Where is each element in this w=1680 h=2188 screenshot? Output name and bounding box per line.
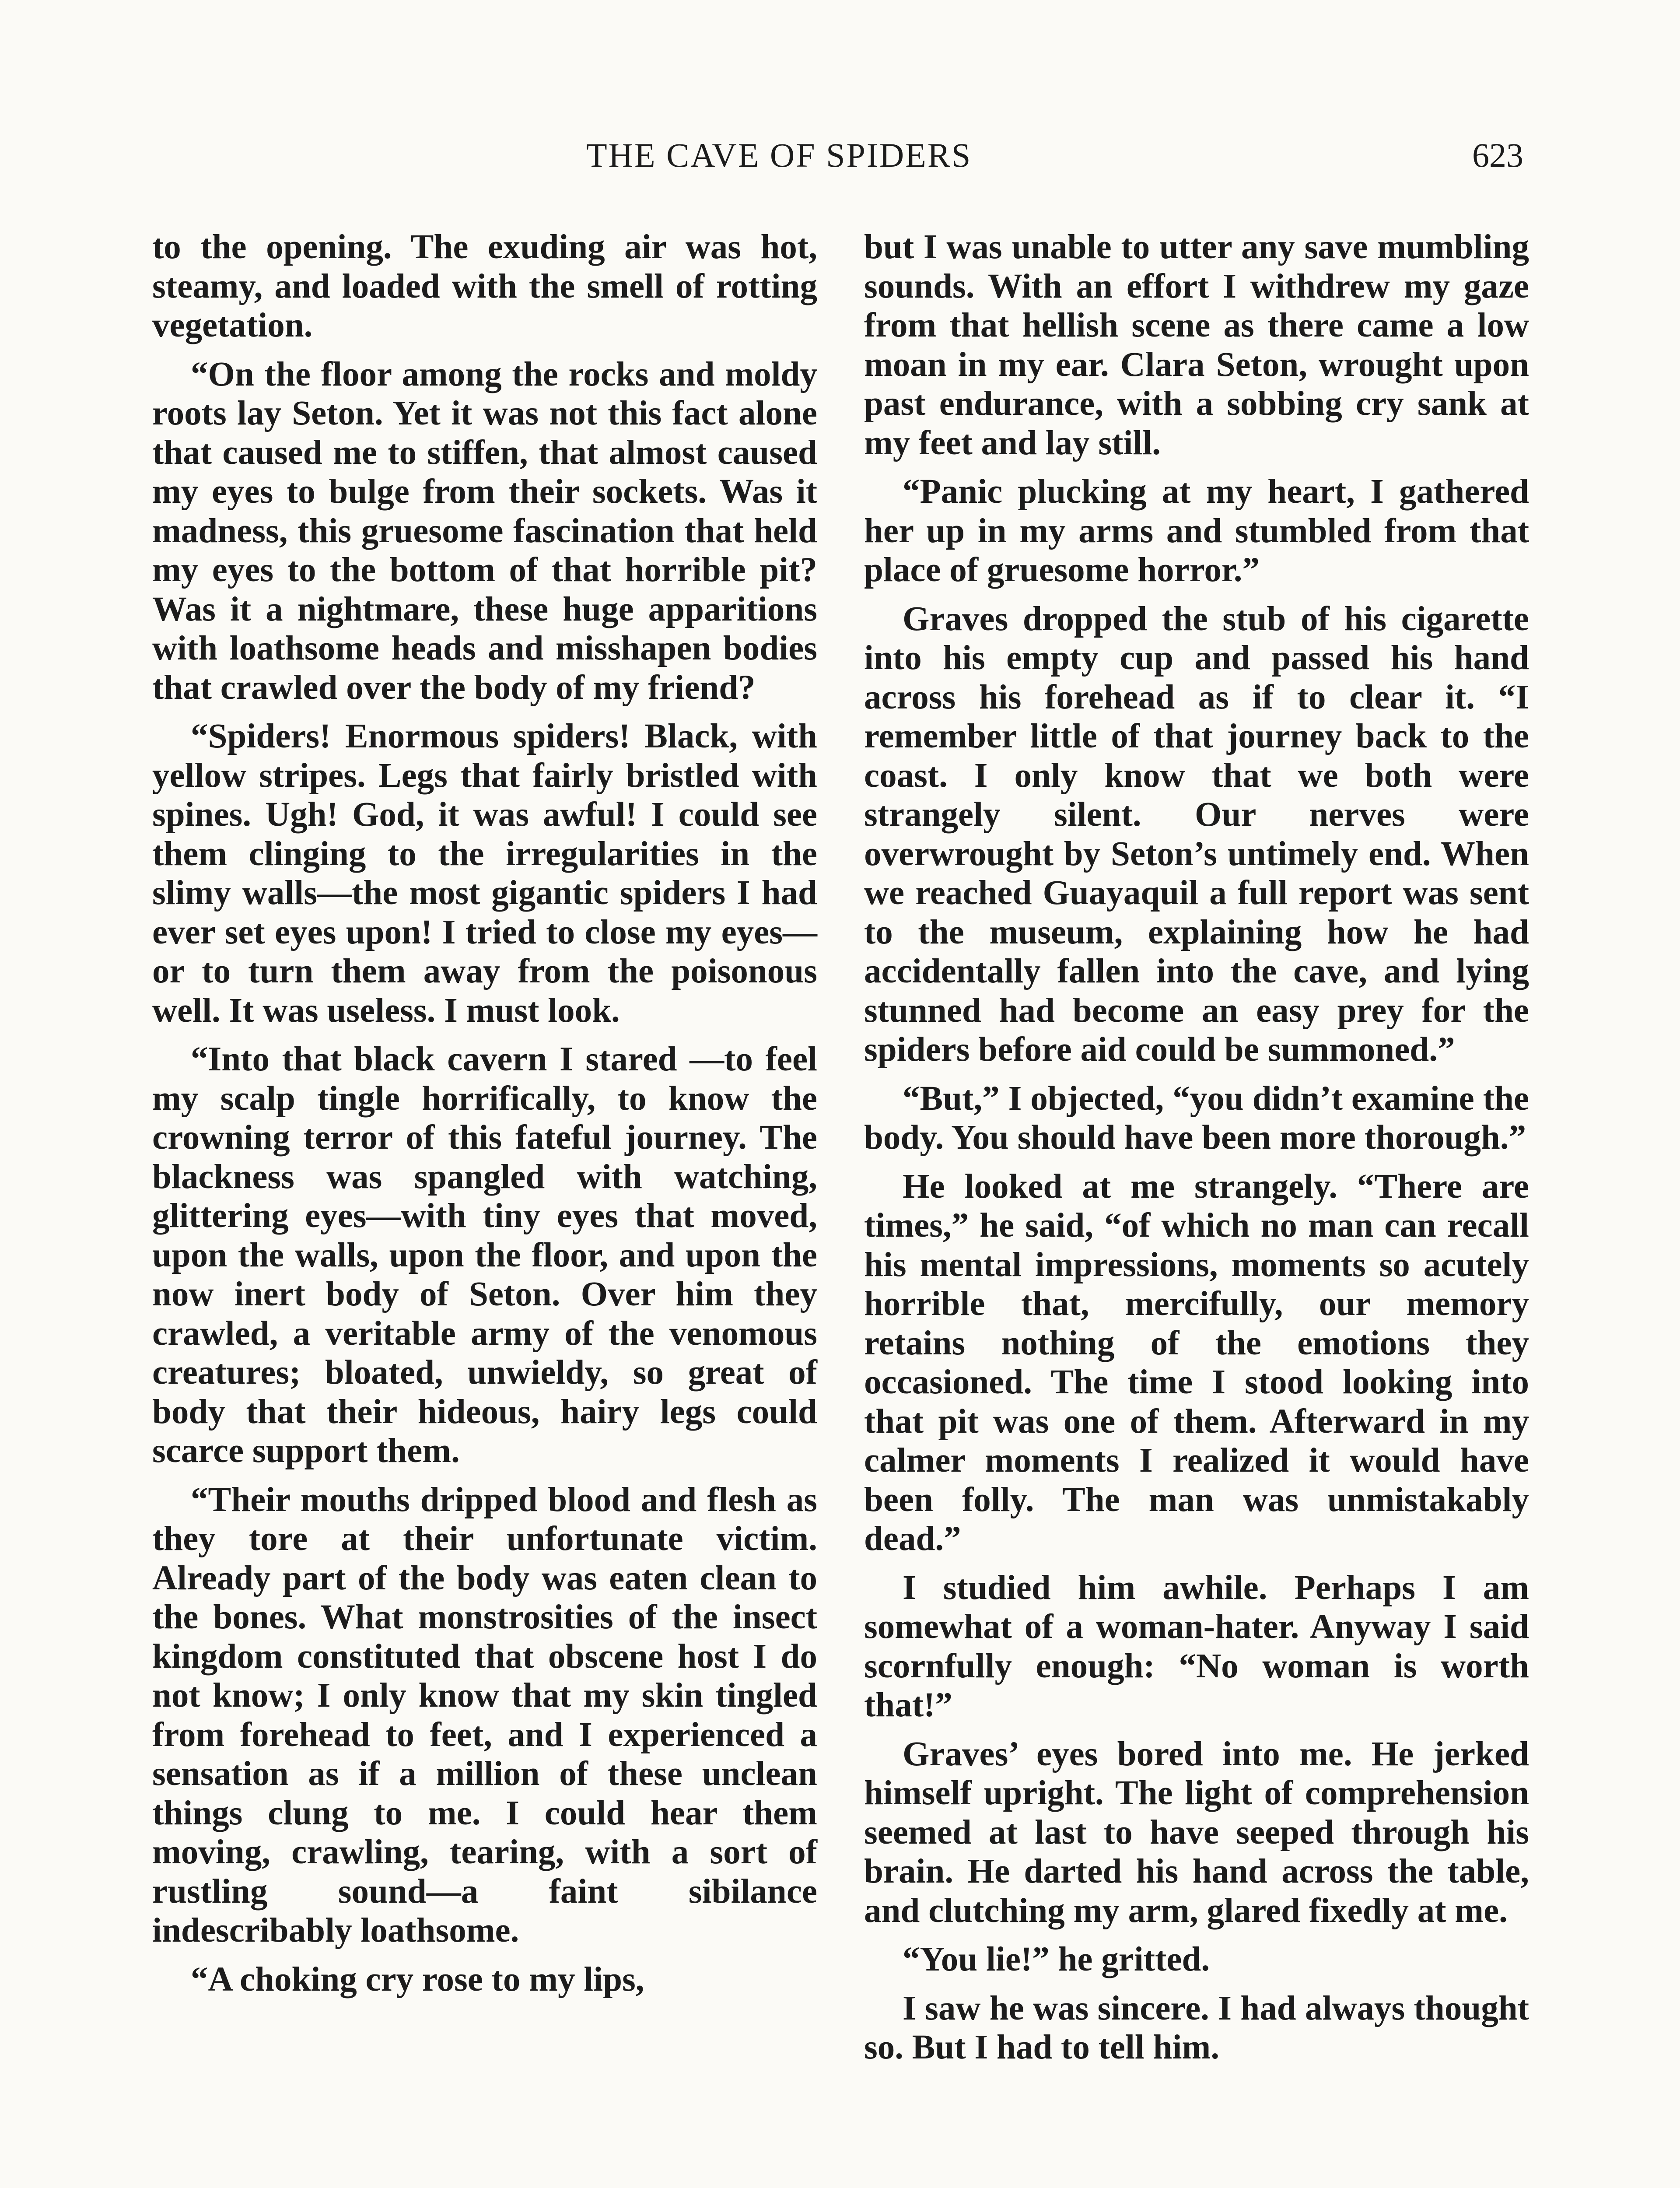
paragraph: Graves dropped the stub of his cigarette into his empty cup and passed his hand across his forehead as if to clear it. “I remember little of that journey back to the coast. I only know that we both were strangely silent. Our nerves were overwrought by Seton’s untimely end. When we reached Guayaquil a full report was sent to the museum, explaining how he had accidentally fallen into the cave, and lying stunned had become an easy prey for the spiders before aid could be summoned.” bbox=[864, 600, 1529, 1069]
paragraph: “On the floor among the rocks and moldy roots lay Seton. Yet it was not this fact alone that caused me to stiffen, that almost caused my eyes to bulge from their sockets. Was it madness, this gruesome fascination that held my eyes to the bottom of that horrible pit? Was it a nightmare, these huge apparitions with loathsome heads and misshapen bodies that crawled over the body of my friend? bbox=[152, 355, 817, 707]
paragraph: “Their mouths dripped blood and flesh as they tore at their unfortunate victim. Already part of the body was eaten clean to the bones. What monstrosities of the insect kingdom constituted that obscene host I do not know; I only know that my skin tingled from forehead to feet, and I experienced a sensation as if a million of these unclean things clung to me. I could hear them moving, crawling, tearing, with a sort of rustling sound—a faint sibilance indescribably loathsome. bbox=[152, 1480, 817, 1950]
paragraph: “A choking cry rose to my lips, bbox=[191, 1960, 644, 1999]
running-title: THE CAVE OF SPIDERS bbox=[586, 136, 972, 174]
paragraph: “You lie!” he gritted. bbox=[903, 1940, 1210, 1978]
paragraph: but I was unable to utter any save mumbling sounds. With an effort I withdrew my gaze from that hellish scene as there came a low moan in my ear. Clara Seton, wrought upon past endurance, with a sobbing cry sank at my feet and lay still. bbox=[864, 228, 1529, 462]
paragraph: “Panic plucking at my heart, I gathered her up in my arms and stumbled from that place of gruesome horror.” bbox=[864, 473, 1529, 589]
text-column-right bbox=[864, 228, 1529, 2077]
paragraph: Graves’ eyes bored into me. He jerked himself upright. The light of comprehension seemed at last to have seeped through his brain. He darted his hand across the table, and clutching my arm, glared fixedly at me. bbox=[864, 1735, 1529, 1930]
text-column-left bbox=[152, 228, 817, 2009]
paragraph: “Into that black cavern I stared —to feel my scalp tingle horrifically, to know the crowning terror of this fateful journey. The blackness was spangled with watching, glittering eyes—with tiny eyes that moved, upon the walls, upon the floor, and upon the now inert body of Seton. Over him they crawled, a veritable army of the venomous creatures; bloated, unwieldy, so great of body that their hideous, hairy legs could scarce support them. bbox=[152, 1040, 817, 1470]
running-header bbox=[0, 131, 1680, 179]
paragraph: “But,” I objected, “you didn’t examine the body. You should have been more thorough.” bbox=[864, 1079, 1529, 1157]
page-number: 623 bbox=[1472, 136, 1523, 174]
paragraph: I studied him awhile. Perhaps I am somewhat of a woman-hater. Anyway I said scornfully enough: “No woman is worth that!” bbox=[864, 1568, 1529, 1724]
paragraph: to the opening. The exuding air was hot, steamy, and loaded with the smell of rotting vegetation. bbox=[152, 228, 817, 344]
paragraph: He looked at me strangely. “There are times,” he said, “of which no man can recall his mental impressions, moments so acutely horrible that, mercifully, our memory retains nothing of the emotions they occasioned. The time I stood looking into that pit was one of them. Afterward in my calmer moments I realized it would have been folly. The man was unmistakably dead.” bbox=[864, 1167, 1529, 1558]
paragraph: “Spiders! Enormous spiders! Black, with yellow stripes. Legs that fairly bristled with spines. Ugh! God, it was awful! I could see them clinging to the irregularities in the slimy walls—the most gigantic spiders I had ever set eyes upon! I tried to close my eyes—or to turn them away from the poisonous well. It was useless. I must look. bbox=[152, 717, 817, 1030]
paragraph: I saw he was sincere. I had always thought so. But I had to tell him. bbox=[864, 1989, 1529, 2066]
